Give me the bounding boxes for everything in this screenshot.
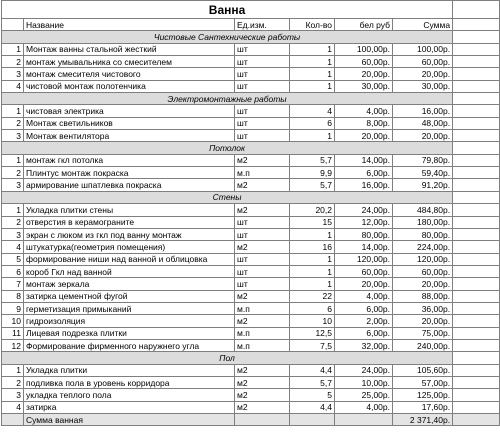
row-qty: 22 (290, 290, 335, 302)
row-name: Укладка плитки (24, 364, 235, 376)
row-name: короб Гкл над ванной (24, 265, 235, 277)
row-unit: шт (235, 216, 290, 228)
row-sum: 125,00р. (393, 389, 453, 401)
row-unit: шт (235, 80, 290, 92)
row-price: 25,00р. (335, 389, 393, 401)
row-name: отверстия в керамограните (24, 216, 235, 228)
row-unit: м.п (235, 339, 290, 351)
row-unit: м.п (235, 167, 290, 179)
row-price: 60,00р. (335, 56, 393, 68)
row-price: 80,00р. (335, 228, 393, 240)
section-row (2, 191, 500, 203)
title-row (2, 1, 500, 19)
row-name: монтаж гкл потолка (24, 154, 235, 166)
row-unit: шт (235, 278, 290, 290)
section-row (2, 142, 500, 154)
table-row (2, 315, 500, 327)
row-index: 3 (2, 68, 24, 80)
row-index: 2 (2, 117, 24, 129)
row-qty: 16 (290, 241, 335, 253)
row-price: 6,00р. (335, 302, 393, 314)
empty-cell (453, 352, 500, 364)
row-index: 2 (2, 167, 24, 179)
row-price: 100,00р. (335, 43, 393, 55)
row-qty: 1 (290, 43, 335, 55)
row-qty: 5 (290, 389, 335, 401)
row-unit: м2 (235, 179, 290, 191)
row-sum: 60,00р. (393, 265, 453, 277)
empty-cell (453, 117, 500, 129)
row-sum: 48,00р. (393, 117, 453, 129)
row-price: 20,00р. (335, 278, 393, 290)
row-sum: 16,00р. (393, 105, 453, 117)
row-unit: м2 (235, 204, 290, 216)
empty-cell (453, 376, 500, 388)
table-row (2, 327, 500, 339)
empty-cell (453, 290, 500, 302)
row-sum: 240,00р. (393, 339, 453, 351)
row-price: 16,00р. (335, 179, 393, 191)
table-row (2, 216, 500, 228)
row-index: 9 (2, 302, 24, 314)
row-unit: шт (235, 43, 290, 55)
row-sum: 79,80р. (393, 154, 453, 166)
row-qty: 1 (290, 265, 335, 277)
empty-cell (453, 19, 500, 31)
row-qty: 1 (290, 68, 335, 80)
row-name: затирка цементной фугой (24, 290, 235, 302)
empty-cell (335, 414, 393, 426)
row-price: 60,00р. (335, 265, 393, 277)
table-row (2, 265, 500, 277)
empty-cell (453, 253, 500, 265)
row-sum: 59,40р. (393, 167, 453, 179)
row-index: 2 (2, 56, 24, 68)
empty-cell (453, 339, 500, 351)
row-sum: 100,00р. (393, 43, 453, 55)
row-name: Формирование фирменного наружнего угла (24, 339, 235, 351)
header-price: бел руб (335, 19, 393, 31)
empty-cell (453, 228, 500, 240)
row-sum: 36,00р. (393, 302, 453, 314)
header-index (2, 19, 24, 31)
row-price: 6,00р. (335, 327, 393, 339)
row-index: 3 (2, 389, 24, 401)
row-index: 1 (2, 154, 24, 166)
row-price: 4,00р. (335, 105, 393, 117)
empty-cell (453, 327, 500, 339)
empty-cell (453, 302, 500, 314)
table-row (2, 401, 500, 413)
row-price: 10,00р. (335, 376, 393, 388)
row-name: монтаж умывальника со смесителем (24, 56, 235, 68)
row-qty: 1 (290, 56, 335, 68)
row-unit: м2 (235, 290, 290, 302)
row-index: 3 (2, 130, 24, 142)
row-name: затирка (24, 401, 235, 413)
table-row (2, 339, 500, 351)
row-name: подливка пола в уровень корридора (24, 376, 235, 388)
row-price: 24,00р. (335, 204, 393, 216)
empty-cell (453, 56, 500, 68)
row-sum: 30,00р. (393, 80, 453, 92)
empty-cell (2, 414, 24, 426)
empty-cell (453, 93, 500, 105)
row-price: 4,00р. (335, 401, 393, 413)
row-unit: м2 (235, 241, 290, 253)
row-name: Укладка плитки стены (24, 204, 235, 216)
empty-cell (453, 204, 500, 216)
section-title: Стены (2, 191, 453, 203)
section-row (2, 93, 500, 105)
row-name: чистовой монтаж полотенчика (24, 80, 235, 92)
table-row (2, 253, 500, 265)
row-qty: 12,5 (290, 327, 335, 339)
table-row (2, 167, 500, 179)
row-qty: 5,7 (290, 376, 335, 388)
row-price: 120,00р. (335, 253, 393, 265)
header-row (2, 19, 500, 31)
row-qty: 1 (290, 253, 335, 265)
section-row (2, 31, 500, 43)
row-qty: 9,9 (290, 167, 335, 179)
row-sum: 224,00р. (393, 241, 453, 253)
row-sum: 20,00р. (393, 315, 453, 327)
table-row (2, 80, 500, 92)
empty-cell (453, 265, 500, 277)
table-row (2, 68, 500, 80)
row-index: 5 (2, 253, 24, 265)
row-name: Монтаж ванны стальной жесткий (24, 43, 235, 55)
row-name: монтаж зеркала (24, 278, 235, 290)
row-index: 3 (2, 228, 24, 240)
row-name: штукатурка(геометрия помещения) (24, 241, 235, 253)
table-row (2, 105, 500, 117)
row-qty: 4,4 (290, 364, 335, 376)
row-sum: 88,00р. (393, 290, 453, 302)
row-sum: 57,00р. (393, 376, 453, 388)
sheet-title: Ванна (2, 1, 453, 19)
row-price: 20,00р. (335, 68, 393, 80)
row-unit: м2 (235, 154, 290, 166)
row-sum: 180,00р. (393, 216, 453, 228)
row-qty: 15 (290, 216, 335, 228)
row-index: 11 (2, 327, 24, 339)
row-sum: 17,60р. (393, 401, 453, 413)
empty-cell (453, 191, 500, 203)
row-sum: 484,80р. (393, 204, 453, 216)
row-unit: шт (235, 130, 290, 142)
empty-cell (453, 1, 500, 19)
row-name: гидроизоляция (24, 315, 235, 327)
row-sum: 120,00р. (393, 253, 453, 265)
row-sum: 91,20р. (393, 179, 453, 191)
row-index: 7 (2, 278, 24, 290)
row-qty: 1 (290, 80, 335, 92)
row-qty: 1 (290, 130, 335, 142)
row-name: Монтаж светильников (24, 117, 235, 129)
empty-cell (453, 278, 500, 290)
empty-cell (453, 31, 500, 43)
row-qty: 5,7 (290, 179, 335, 191)
empty-cell (290, 414, 335, 426)
table-row (2, 204, 500, 216)
empty-cell (453, 80, 500, 92)
row-unit: шт (235, 228, 290, 240)
table-row (2, 179, 500, 191)
empty-cell (453, 43, 500, 55)
empty-cell (453, 364, 500, 376)
table-row (2, 154, 500, 166)
table-row (2, 43, 500, 55)
section-row (2, 352, 500, 364)
row-qty: 5,7 (290, 154, 335, 166)
row-qty: 6 (290, 117, 335, 129)
row-index: 3 (2, 179, 24, 191)
row-name: Монтаж вентилятора (24, 130, 235, 142)
row-index: 1 (2, 43, 24, 55)
row-price: 24,00р. (335, 364, 393, 376)
row-unit: шт (235, 265, 290, 277)
row-name: экран с люком из гкл под ванну монтаж (24, 228, 235, 240)
row-qty: 4 (290, 105, 335, 117)
row-index: 4 (2, 241, 24, 253)
row-unit: м2 (235, 389, 290, 401)
table-row (2, 56, 500, 68)
empty-cell (453, 154, 500, 166)
empty-cell (453, 401, 500, 413)
row-sum: 20,00р. (393, 278, 453, 290)
row-unit: шт (235, 253, 290, 265)
header-sum: Сумма (393, 19, 453, 31)
row-unit: м.п (235, 302, 290, 314)
row-index: 10 (2, 315, 24, 327)
row-qty: 6 (290, 302, 335, 314)
section-title: Электромонтажные работы (2, 93, 453, 105)
row-sum: 60,00р. (393, 56, 453, 68)
row-index: 12 (2, 339, 24, 351)
header-name: Название (24, 19, 235, 31)
row-qty: 1 (290, 278, 335, 290)
row-unit: м.п (235, 327, 290, 339)
empty-cell (453, 414, 500, 426)
row-index: 1 (2, 204, 24, 216)
empty-cell (453, 142, 500, 154)
total-label: Сумма ванная (24, 414, 235, 426)
row-qty: 7,5 (290, 339, 335, 351)
row-sum: 75,00р. (393, 327, 453, 339)
row-price: 32,00р. (335, 339, 393, 351)
row-index: 2 (2, 376, 24, 388)
section-title: Пол (2, 352, 453, 364)
table-row (2, 130, 500, 142)
row-price: 12,00р. (335, 216, 393, 228)
row-price: 8,00р. (335, 117, 393, 129)
row-sum: 20,00р. (393, 68, 453, 80)
row-price: 14,00р. (335, 154, 393, 166)
empty-cell (453, 179, 500, 191)
row-name: Плинтус монтаж покраска (24, 167, 235, 179)
table-row (2, 302, 500, 314)
row-index: 4 (2, 80, 24, 92)
empty-cell (453, 315, 500, 327)
empty-cell (453, 241, 500, 253)
row-sum: 80,00р. (393, 228, 453, 240)
row-name: монтаж смесителя чистового (24, 68, 235, 80)
row-qty: 20,2 (290, 204, 335, 216)
row-unit: м2 (235, 315, 290, 327)
empty-cell (235, 414, 290, 426)
row-sum: 105,60р. (393, 364, 453, 376)
row-price: 14,00р. (335, 241, 393, 253)
table-row (2, 290, 500, 302)
row-price: 6,00р. (335, 167, 393, 179)
row-name: формирование ниши над ванной и облицовка (24, 253, 235, 265)
row-unit: шт (235, 117, 290, 129)
section-title: Потолок (2, 142, 453, 154)
table-row (2, 117, 500, 129)
table-row (2, 364, 500, 376)
row-sum: 20,00р. (393, 130, 453, 142)
row-price: 20,00р. (335, 130, 393, 142)
row-price: 2,00р. (335, 315, 393, 327)
estimate-table (1, 0, 500, 426)
row-unit: м2 (235, 364, 290, 376)
row-qty: 10 (290, 315, 335, 327)
table-row (2, 278, 500, 290)
header-qty: Кол-во (290, 19, 335, 31)
row-qty: 1 (290, 228, 335, 240)
row-unit: шт (235, 105, 290, 117)
row-index: 1 (2, 105, 24, 117)
total-row (2, 414, 500, 426)
row-unit: м2 (235, 376, 290, 388)
row-name: укладка теплого пола (24, 389, 235, 401)
empty-cell (453, 167, 500, 179)
header-unit: Ед.изм. (235, 19, 290, 31)
row-index: 1 (2, 364, 24, 376)
empty-cell (453, 389, 500, 401)
row-index: 6 (2, 265, 24, 277)
table-row (2, 389, 500, 401)
row-name: Лицевая подрезка плитки (24, 327, 235, 339)
empty-cell (453, 68, 500, 80)
row-price: 4,00р. (335, 290, 393, 302)
row-index: 2 (2, 216, 24, 228)
row-name: герметизация примыканий (24, 302, 235, 314)
row-qty: 4,4 (290, 401, 335, 413)
row-name: чистовая электрика (24, 105, 235, 117)
table-row (2, 241, 500, 253)
empty-cell (453, 130, 500, 142)
row-index: 4 (2, 401, 24, 413)
table-row (2, 376, 500, 388)
total-value: 2 371,40р. (393, 414, 453, 426)
row-index: 8 (2, 290, 24, 302)
row-name: армирование шпатлевка покраска (24, 179, 235, 191)
row-unit: м2 (235, 401, 290, 413)
row-unit: шт (235, 56, 290, 68)
empty-cell (453, 216, 500, 228)
row-price: 30,00р. (335, 80, 393, 92)
row-unit: шт (235, 68, 290, 80)
table-row (2, 228, 500, 240)
section-title: Чистовые Сантехнические работы (2, 31, 453, 43)
empty-cell (453, 105, 500, 117)
